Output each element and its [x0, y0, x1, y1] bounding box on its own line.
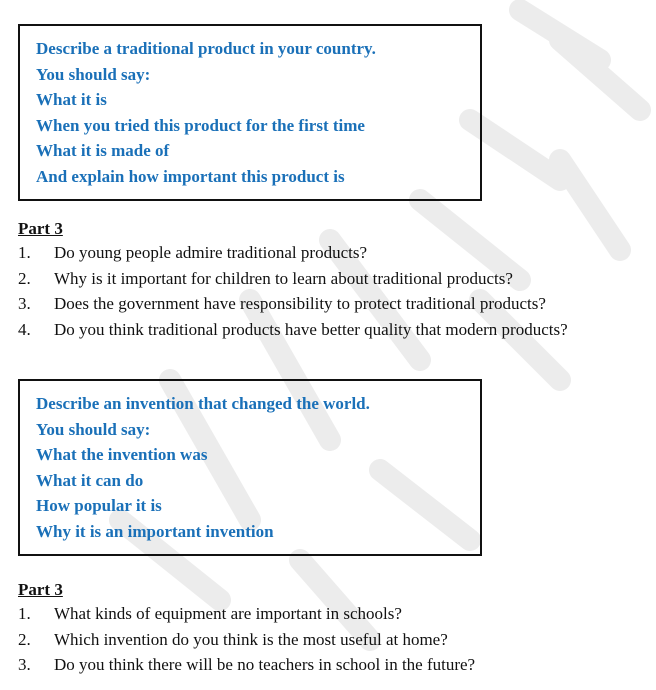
cue-card-traditional-product — [18, 24, 482, 201]
card-point: What it can do — [36, 470, 144, 490]
card-point: How popular it is — [36, 496, 162, 516]
card-point: Why it is an important invention — [36, 521, 274, 541]
question-number: 3. — [18, 655, 31, 674]
card-topic: Describe a traditional product in your country. — [36, 39, 376, 58]
question-item — [18, 240, 654, 266]
question-text: Why is it important for children to learn about traditional products? — [54, 268, 513, 288]
question-item — [18, 601, 654, 627]
card-point: When you tried this product for the first time — [36, 115, 365, 135]
question-item — [18, 652, 654, 678]
question-number: 4. — [18, 319, 31, 339]
question-text: Do you think there will be no teachers in school in the future? — [54, 655, 476, 674]
part3-traditional-product — [18, 218, 654, 342]
question-number: 2. — [18, 268, 31, 288]
question-number: 1. — [18, 604, 31, 623]
question-number: 1. — [18, 243, 31, 262]
card-point: What the invention was — [36, 445, 208, 465]
question-item — [18, 627, 654, 653]
question-item — [18, 291, 654, 317]
question-text: What kinds of equipment are important in schools? — [54, 604, 402, 623]
question-text: Does the government have responsibility to protect traditional products? — [54, 294, 546, 313]
part3-invention — [18, 579, 654, 678]
card-topic: Describe an invention that changed the world. — [36, 394, 370, 413]
question-number: 3. — [18, 294, 31, 313]
question-list — [18, 240, 654, 342]
part-heading: Part 3 — [18, 580, 63, 599]
card-point: What it is — [36, 90, 107, 110]
card-point: And explain how important this product is — [36, 166, 345, 186]
card-prompt: You should say: — [36, 64, 151, 84]
cue-card-invention — [18, 379, 482, 556]
question-number: 2. — [18, 629, 31, 649]
card-prompt: You should say: — [36, 419, 151, 439]
question-item — [18, 266, 654, 292]
question-item — [18, 317, 654, 343]
question-text: Do you think traditional products have better quality that modern products? — [54, 319, 568, 339]
question-text: Which invention do you think is the most useful at home? — [54, 629, 448, 649]
question-text: Do young people admire traditional products? — [54, 243, 367, 262]
card-point: What it is made of — [36, 141, 170, 161]
part-heading: Part 3 — [18, 219, 63, 238]
question-list — [18, 601, 654, 678]
